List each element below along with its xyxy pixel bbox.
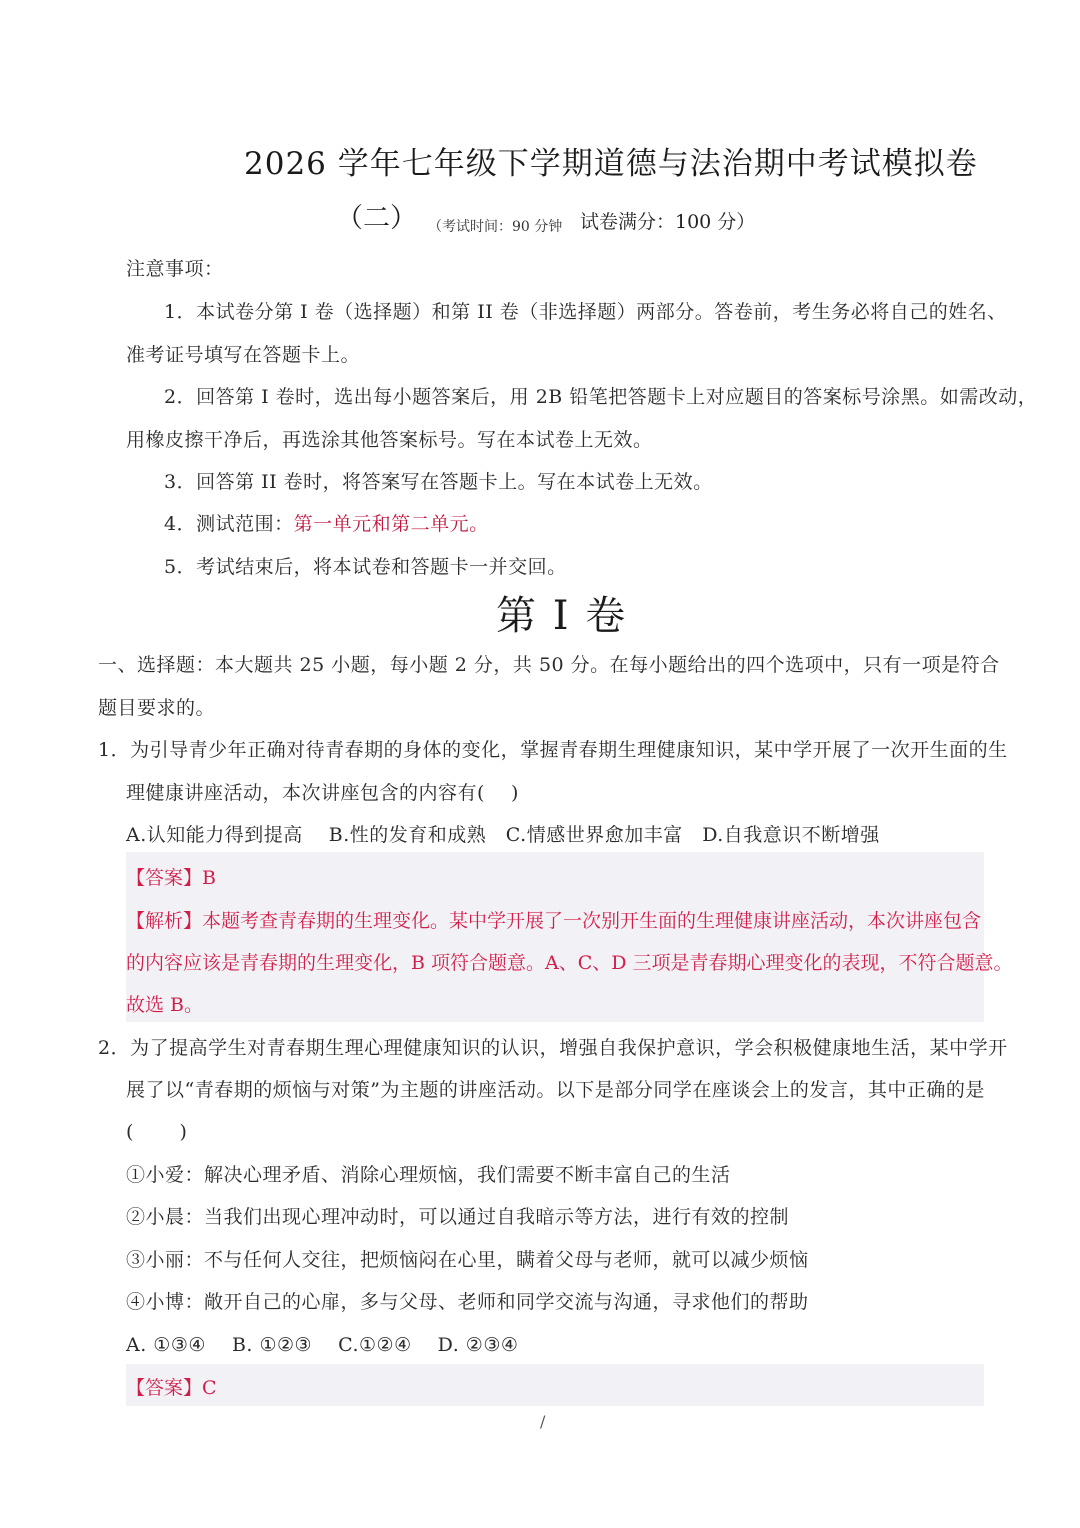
exam-time: （考试时间：90 分钟 <box>428 219 563 235</box>
q2-answer-box <box>126 1364 984 1406</box>
note-2-line-1: 2．回答第 I 卷时，选出每小题答案后，用 2B 铅笔把答题卡上对应题目的答案标号涂黑。如需改动， <box>164 386 1038 408</box>
section-title: 第 I 卷 <box>496 593 628 639</box>
note-4-prefix: 4．测试范围： <box>164 513 294 535</box>
exam-subtitle: （二） <box>336 203 417 234</box>
q1-options: A.认知能力得到提高 B.性的发育和成熟 C.情感世界愈加丰富 D.自我意识不断增强 <box>126 824 880 846</box>
q1-answer-box <box>126 852 984 1022</box>
q1-stem-line-2: 理健康讲座活动，本次讲座包含的内容有( ) <box>126 782 519 804</box>
q2-stem-line-3: ( ) <box>126 1121 188 1143</box>
q1-stem-line-1: 1．为引导青少年正确对待青春期的身体的变化，掌握青春期生理健康知识，某中学开展了一次开生面的生 <box>98 739 1008 761</box>
notes-heading: 注意事项： <box>126 258 224 280</box>
q1-answer-label: 【答案】 <box>126 867 203 889</box>
q2-stem-line-1: 2．为了提高学生对青春期生理心理健康知识的认识，增强自我保护意识，学会积极健康地生活，某中学开 <box>98 1037 1008 1059</box>
q1-analysis-line-1 <box>126 906 981 933</box>
q1-analysis-line-2: 的内容应该是青春期的生理变化，B 项符合题意。A、C、D 三项是青春期心理变化的表现，不符合题意。 <box>126 952 1013 974</box>
q2-statement-1: ①小爱：解决心理矛盾、消除心理烦恼，我们需要不断丰富自己的生活 <box>126 1164 731 1186</box>
q2-answer <box>126 1373 217 1400</box>
q2-stem-line-2: 展了以“青春期的烦恼与对策”为主题的讲座活动。以下是部分同学在座谈会上的发言，其中正确的是 <box>126 1079 985 1101</box>
note-2-line-2: 用橡皮擦干净后，再选涂其他答案标号。写在本试卷上无效。 <box>126 429 653 451</box>
q2-statement-3: ③小丽：不与任何人交往，把烦恼闷在心里，瞒着父母与老师，就可以减少烦恼 <box>126 1249 809 1271</box>
q1-answer <box>126 863 216 890</box>
q2-answer-label: 【答案】 <box>126 1377 203 1399</box>
q2-options: A. ①③④ B. ①②③ C.①②④ D. ②③④ <box>126 1334 519 1356</box>
q1-analysis-line-3: 故选 B。 <box>126 994 204 1016</box>
page-number: / <box>540 1412 546 1431</box>
note-4-scope: 第一单元和第二单元。 <box>293 513 489 535</box>
note-5: 5．考试结束后，将本试卷和答题卡一并交回。 <box>164 556 567 578</box>
note-3: 3．回答第 II 卷时，将答案写在答题卡上。写在本试卷上无效。 <box>164 471 713 493</box>
q1-analysis-label: 【解析】 <box>126 910 203 932</box>
q1-analysis-text-1: 本题考查青春期的生理变化。某中学开展了一次别开生面的生理健康讲座活动，本次讲座包含 <box>202 910 982 932</box>
q1-answer-value: B <box>202 867 216 889</box>
section-intro-line-1: 一、选择题：本大题共 25 小题，每小题 2 分，共 50 分。在每小题给出的四个选项中，只有一项是符合 <box>98 654 1000 676</box>
section-intro-line-2: 题目要求的。 <box>98 697 216 719</box>
exam-title: 2026 学年七年级下学期道德与法治期中考试模拟卷 <box>244 146 978 182</box>
q2-statement-2: ②小晨：当我们出现心理冲动时，可以通过自我暗示等方法，进行有效的控制 <box>126 1206 790 1228</box>
q2-answer-value: C <box>202 1377 217 1399</box>
q2-statement-4: ④小博：敞开自己的心扉，多与父母、老师和同学交流与沟通，寻求他们的帮助 <box>126 1291 809 1313</box>
note-1-line-2: 准考证号填写在答题卡上。 <box>126 344 361 366</box>
exam-score: 试卷满分：100 分） <box>580 211 756 233</box>
note-1-line-1: 1．本试卷分第 I 卷（选择题）和第 II 卷（非选择题）两部分。答卷前，考生务必将自己的姓名、 <box>164 301 1007 323</box>
note-4 <box>164 509 489 536</box>
